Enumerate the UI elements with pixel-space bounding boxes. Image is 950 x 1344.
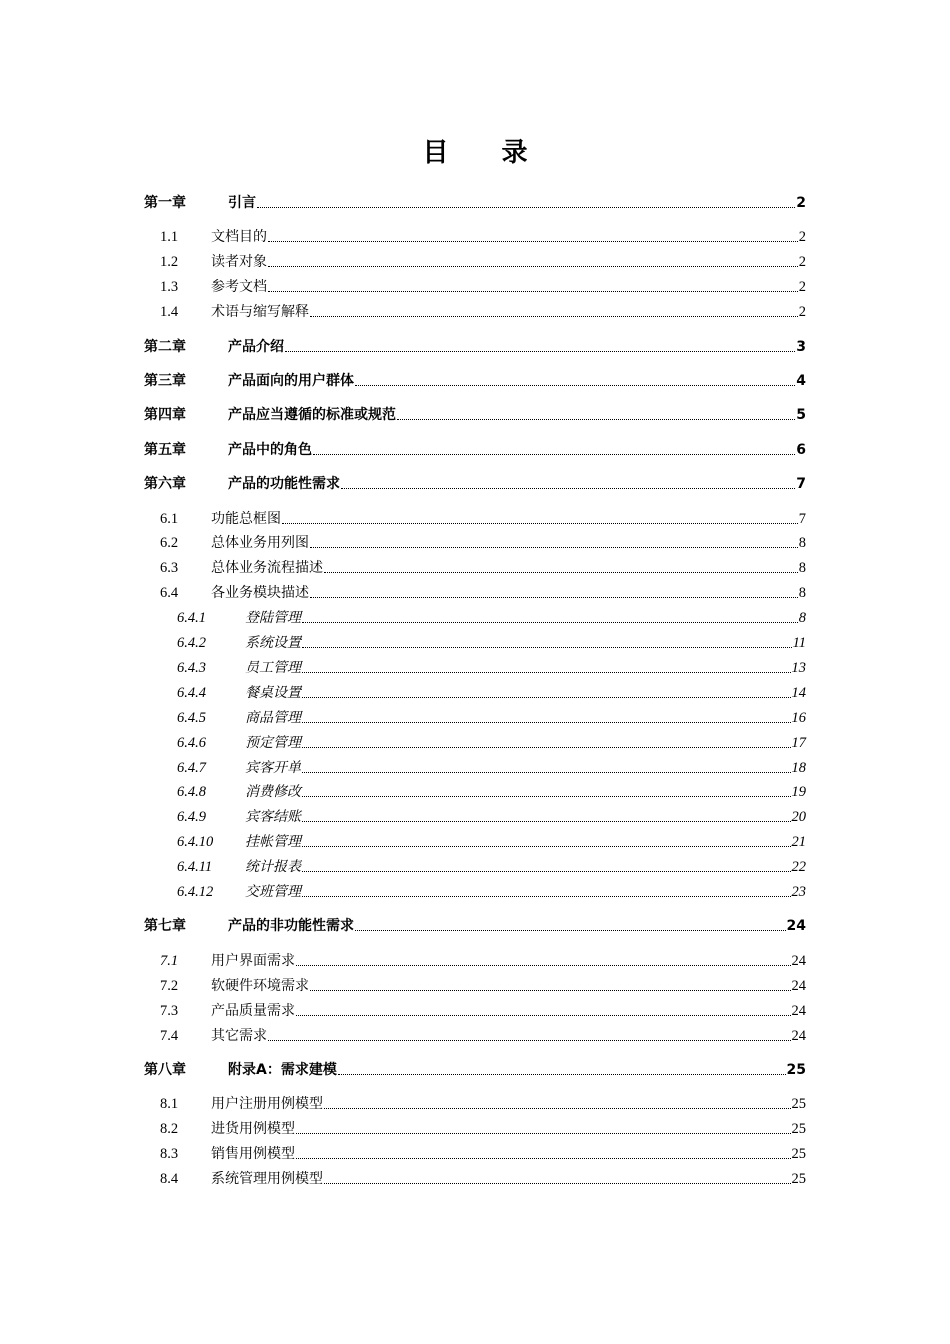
toc-dot-leader [302, 747, 791, 748]
toc-entry-label: 总体业务用列图 [211, 535, 309, 552]
toc-entry-number: 6.4.4 [177, 684, 206, 701]
toc-entry-page-number: 2 [798, 254, 806, 271]
toc-entry-number: 第八章 [144, 1061, 186, 1078]
toc-entry-label: 软硬件环境需求 [211, 977, 309, 994]
toc-dot-leader [302, 672, 791, 673]
toc-entry-label: 各业务模块描述 [211, 585, 309, 602]
toc-entry-level-3[interactable] [0, 703, 950, 727]
toc-entry-label: 宾客结账 [245, 809, 301, 826]
toc-entry-page-number: 18 [791, 759, 806, 776]
toc-entry-label: 登陆管理 [245, 610, 301, 627]
toc-entry-level-2[interactable] [0, 272, 950, 296]
toc-entry-label: 产品介绍 [228, 338, 284, 355]
toc-entry-level-2[interactable] [0, 528, 950, 552]
toc-dot-leader [313, 454, 795, 455]
toc-entry-number: 6.4.12 [177, 884, 214, 900]
toc-entry-label: 参考文档 [211, 279, 267, 296]
toc-entry-page-number: 25 [786, 1061, 806, 1078]
toc-entry-label: 功能总框图 [211, 510, 281, 527]
toc-entry-label: 预定管理 [245, 734, 301, 751]
toc-dot-leader [268, 266, 798, 267]
toc-dot-leader [302, 871, 791, 872]
toc-dot-leader [302, 647, 792, 648]
toc-entry-number: 6.4.2 [177, 635, 206, 651]
toc-entry-level-3[interactable] [0, 628, 950, 652]
toc-dot-leader [296, 1133, 791, 1134]
toc-entry-number: 6.4.8 [177, 784, 206, 801]
toc-entry-number: 7.1 [160, 952, 179, 969]
toc-entry-number: 6.4.5 [177, 709, 206, 726]
toc-title: 目 录 [422, 138, 550, 168]
toc-entry-label: 交班管理 [245, 884, 301, 900]
toc-dot-leader [310, 597, 798, 598]
toc-dot-leader [268, 1040, 791, 1041]
toc-entry-page-number: 25 [791, 1121, 806, 1138]
toc-entry-number: 6.4.6 [177, 734, 206, 751]
toc-entry-level-3[interactable] [0, 777, 950, 801]
toc-entry-page-number: 25 [791, 1096, 806, 1113]
toc-entry-label: 销售用例模型 [211, 1146, 295, 1163]
toc-entry-level-1[interactable] [0, 435, 950, 459]
toc-entry-label: 总体业务流程描述 [211, 560, 323, 577]
toc-entry-level-1[interactable] [0, 332, 950, 356]
toc-entry-level-2[interactable] [0, 297, 950, 321]
toc-entry-level-2[interactable] [0, 996, 950, 1020]
toc-entry-level-3[interactable] [0, 852, 950, 876]
toc-entry-page-number: 13 [791, 659, 806, 676]
toc-entry-level-2[interactable] [0, 222, 950, 246]
toc-entry-number: 第四章 [144, 407, 186, 424]
toc-entry-page-number: 24 [791, 1027, 806, 1044]
toc-entry-level-3[interactable] [0, 728, 950, 752]
toc-entry-label: 产品中的角色 [228, 441, 312, 458]
toc-entry-number: 1.2 [160, 254, 179, 271]
toc-entry-label: 产品的非功能性需求 [228, 918, 354, 935]
toc-entry-label: 系统管理用例模型 [211, 1171, 323, 1187]
toc-entry-number: 6.3 [160, 560, 179, 577]
toc-entry-level-2[interactable] [0, 971, 950, 995]
toc-entry-page-number: 2 [798, 304, 806, 321]
toc-entry-level-2[interactable] [0, 247, 950, 271]
toc-dot-leader [268, 291, 798, 292]
toc-entry-number: 8.2 [160, 1121, 179, 1138]
toc-dot-leader [310, 990, 791, 991]
toc-entry-page-number: 16 [791, 709, 806, 726]
toc-dot-leader [302, 622, 798, 623]
toc-entry-page-number: 4 [796, 372, 806, 389]
toc-entry-number: 6.4.1 [177, 610, 206, 627]
toc-entry-label: 消费修改 [245, 784, 301, 801]
toc-dot-leader [302, 697, 791, 698]
toc-entry-page-number: 2 [798, 229, 806, 246]
toc-entry-label: 用户注册用例模型 [211, 1096, 323, 1113]
toc-dot-leader [268, 241, 798, 242]
toc-entry-level-1[interactable] [0, 469, 950, 493]
toc-entry-page-number: 23 [791, 884, 806, 900]
toc-entry-page-number: 17 [791, 734, 806, 751]
toc-entry-number: 7.3 [160, 1002, 179, 1019]
toc-dot-leader [302, 722, 791, 723]
toc-entry-number: 第五章 [144, 441, 186, 458]
toc-entry-level-3[interactable] [0, 653, 950, 677]
toc-entry-label: 产品面向的用户群体 [228, 372, 354, 389]
toc-entry-page-number: 22 [791, 859, 806, 876]
toc-entry-level-3[interactable] [0, 678, 950, 702]
toc-entry-number: 8.1 [160, 1096, 179, 1113]
toc-entry-number: 第七章 [144, 918, 186, 935]
toc-entry-level-3[interactable] [0, 877, 950, 901]
toc-entry-number: 1.3 [160, 279, 179, 296]
toc-entry-label: 产品质量需求 [211, 1002, 295, 1019]
toc-entry-level-1[interactable] [0, 400, 950, 424]
toc-entry-label: 挂帐管理 [245, 834, 301, 851]
toc-entry-number: 第一章 [144, 195, 186, 211]
toc-dot-leader [355, 385, 795, 386]
toc-entry-label: 其它需求 [211, 1027, 267, 1044]
toc-dot-leader [324, 1183, 791, 1184]
toc-entry-label: 引言 [228, 195, 256, 211]
toc-entry-number: 6.4.11 [177, 859, 213, 876]
toc-entry-page-number: 24 [791, 977, 806, 994]
toc-entry-page-number: 19 [791, 784, 806, 801]
toc-entry-page-number: 8 [798, 560, 806, 577]
toc-entry-label: 文档目的 [211, 229, 267, 246]
toc-entry-page-number: 24 [791, 1002, 806, 1019]
toc-entry-number: 6.2 [160, 535, 179, 552]
toc-dot-leader [341, 488, 795, 489]
toc-entry-number: 第六章 [144, 476, 186, 493]
toc-dot-leader [324, 572, 798, 573]
toc-dot-leader [257, 207, 795, 208]
toc-entry-page-number: 6 [796, 441, 806, 458]
toc-dot-leader [302, 772, 791, 773]
toc-dot-leader [285, 351, 795, 352]
toc-entry-number: 6.4.7 [177, 759, 206, 776]
toc-entry-page-number: 3 [796, 338, 806, 355]
toc-entry-page-number: 24 [791, 952, 806, 969]
toc-entry-label: 读者对象 [211, 254, 267, 271]
toc-entry-level-3[interactable] [0, 753, 950, 777]
toc-entry-label: 产品应当遵循的标准或规范 [228, 407, 396, 424]
toc-entry-level-1[interactable] [0, 188, 950, 212]
toc-entry-label: 系统设置 [245, 635, 301, 651]
toc-dot-leader [310, 547, 798, 548]
toc-entry-number: 第二章 [144, 338, 186, 355]
toc-entry-page-number: 8 [798, 535, 806, 552]
toc-entry-page-number: 11 [792, 635, 806, 651]
toc-entry-page-number: 14 [791, 684, 806, 701]
toc-entry-level-2[interactable] [0, 578, 950, 602]
toc-entry-page-number: 21 [791, 834, 806, 851]
toc-dot-leader [302, 796, 791, 797]
toc-entry-page-number: 25 [791, 1171, 806, 1187]
toc-entry-number: 6.4.9 [177, 809, 206, 826]
toc-entry-level-2[interactable] [0, 1139, 950, 1163]
toc-entry-level-1[interactable] [0, 911, 950, 935]
toc-dot-leader [296, 1015, 791, 1016]
toc-entry-number: 6.4.10 [177, 834, 214, 851]
toc-entry-number: 8.3 [160, 1146, 179, 1163]
toc-entry-number: 7.4 [160, 1027, 179, 1044]
toc-entry-label: 商品管理 [245, 709, 301, 726]
toc-entry-page-number: 20 [791, 809, 806, 826]
toc-entry-label: 附录A：需求建模 [228, 1061, 337, 1078]
toc-entry-number: 6.4 [160, 585, 179, 602]
toc-dot-leader [282, 523, 798, 524]
toc-entry-level-1[interactable] [0, 1055, 950, 1079]
toc-entry-level-2[interactable] [0, 1089, 950, 1113]
toc-entry-level-2[interactable] [0, 1164, 950, 1188]
toc-dot-leader [296, 965, 791, 966]
toc-entry-page-number: 24 [786, 918, 806, 935]
toc-entry-number: 7.2 [160, 977, 179, 994]
toc-entry-number: 1.4 [160, 304, 179, 321]
toc-entry-page-number: 2 [796, 195, 806, 211]
toc-dot-leader [302, 896, 791, 897]
toc-entry-number: 第三章 [144, 372, 186, 389]
toc-entry-page-number: 5 [796, 407, 806, 424]
toc-entry-page-number: 25 [791, 1146, 806, 1163]
toc-entry-label: 术语与缩写解释 [211, 304, 309, 321]
toc-entry-number: 8.4 [160, 1171, 179, 1187]
toc-entry-level-3[interactable] [0, 802, 950, 826]
toc-entry-level-3[interactable] [0, 827, 950, 851]
toc-entry-level-2[interactable] [0, 1021, 950, 1045]
toc-entry-label: 统计报表 [245, 859, 301, 876]
toc-entry-level-2[interactable] [0, 553, 950, 577]
toc-dot-leader [338, 1074, 786, 1075]
toc-entry-level-3[interactable] [0, 603, 950, 627]
toc-entry-page-number: 8 [798, 610, 806, 627]
toc-entry-number: 6.4.3 [177, 659, 206, 676]
toc-dot-leader [302, 821, 791, 822]
toc-entry-level-2[interactable] [0, 1114, 950, 1138]
toc-entry-page-number: 7 [796, 476, 806, 493]
toc-entry-label: 产品的功能性需求 [228, 476, 340, 493]
toc-entry-page-number: 8 [798, 585, 806, 602]
toc-dot-leader [355, 930, 786, 931]
toc-entry-level-2[interactable] [0, 504, 950, 528]
toc-dot-leader [397, 419, 795, 420]
toc-entry-level-2[interactable] [0, 946, 950, 970]
toc-dot-leader [296, 1158, 791, 1159]
toc-entry-label: 员工管理 [245, 659, 301, 676]
toc-entry-label: 餐桌设置 [245, 684, 301, 701]
toc-entry-page-number: 7 [798, 510, 806, 527]
toc-dot-leader [310, 316, 798, 317]
toc-dot-leader [324, 1108, 791, 1109]
toc-dot-leader [302, 846, 791, 847]
toc-entry-number: 6.1 [160, 510, 179, 527]
toc-entry-label: 宾客开单 [245, 759, 301, 776]
toc-entry-label: 进货用例模型 [211, 1121, 295, 1138]
toc-entry-page-number: 2 [798, 279, 806, 296]
toc-entry-level-1[interactable] [0, 366, 950, 390]
toc-entry-label: 用户界面需求 [211, 952, 295, 969]
toc-entry-number: 1.1 [160, 229, 179, 246]
